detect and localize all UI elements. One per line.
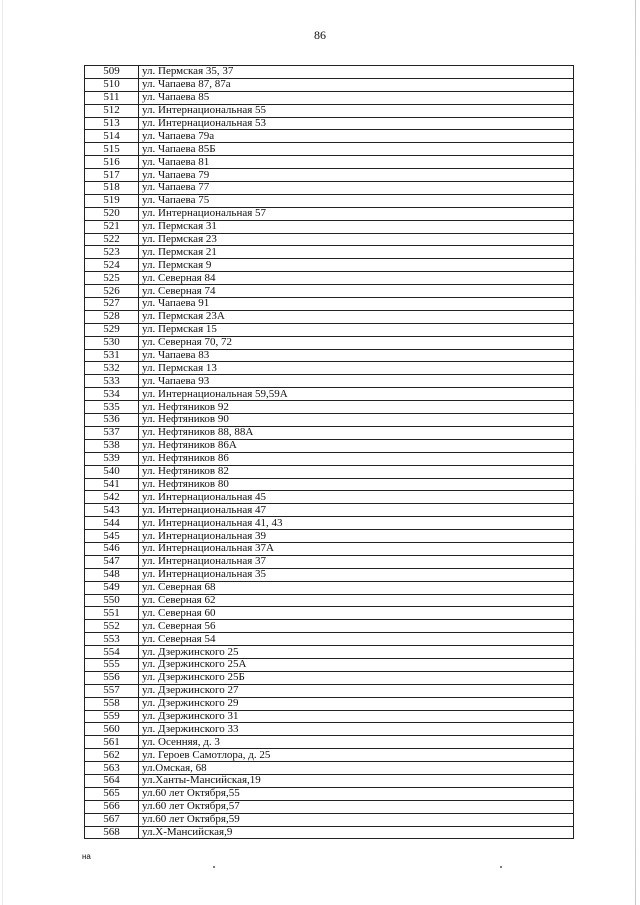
table-row: [85, 143, 574, 156]
row-number: 544: [85, 517, 139, 530]
row-number: 554: [85, 646, 139, 659]
row-address: ул. Северная 60: [139, 607, 574, 620]
table-row: [85, 66, 574, 79]
row-number: 539: [85, 452, 139, 465]
row-address: ул. Чапаева 93: [139, 375, 574, 388]
table-row: [85, 542, 574, 555]
row-address: ул. Чапаева 91: [139, 298, 574, 311]
address-table: [84, 65, 574, 839]
row-number: 561: [85, 736, 139, 749]
row-number: 548: [85, 568, 139, 581]
table-row: [85, 104, 574, 117]
row-number: 537: [85, 426, 139, 439]
table-row: [85, 568, 574, 581]
row-address: ул. Северная 54: [139, 633, 574, 646]
table-row: [85, 362, 574, 375]
row-address: ул. Интернациональная 57: [139, 207, 574, 220]
row-address: ул. Интернациональная 59,59А: [139, 388, 574, 401]
row-number: 568: [85, 826, 139, 839]
row-address: ул. Чапаева 87, 87а: [139, 78, 574, 91]
row-number: 553: [85, 633, 139, 646]
row-address: ул. Интернациональная 37А: [139, 542, 574, 555]
row-number: 560: [85, 723, 139, 736]
row-address: ул.Х-Мансийская,9: [139, 826, 574, 839]
row-number: 557: [85, 684, 139, 697]
address-table-body: [85, 66, 574, 839]
table-row: [85, 78, 574, 91]
row-number: 518: [85, 182, 139, 195]
row-address: ул. Пермская 35, 37: [139, 66, 574, 79]
table-row: [85, 671, 574, 684]
row-address: ул. Нефтяников 80: [139, 478, 574, 491]
row-number: 545: [85, 530, 139, 543]
row-address: ул. Пермская 15: [139, 323, 574, 336]
row-address: ул. Чапаева 79: [139, 169, 574, 182]
row-address: ул. Дзержинского 25А: [139, 658, 574, 671]
row-number: 564: [85, 774, 139, 787]
row-address: ул. Чапаева 75: [139, 194, 574, 207]
table-row: [85, 194, 574, 207]
row-address: ул. Чапаева 83: [139, 349, 574, 362]
row-number: 551: [85, 607, 139, 620]
row-number: 559: [85, 710, 139, 723]
row-address: ул. Интернациональная 37: [139, 555, 574, 568]
row-address: ул. Интернациональная 55: [139, 104, 574, 117]
row-number: 515: [85, 143, 139, 156]
row-number: 549: [85, 581, 139, 594]
row-number: 528: [85, 310, 139, 323]
row-address: ул. Интернациональная 41, 43: [139, 517, 574, 530]
row-address: ул. Нефтяников 92: [139, 401, 574, 414]
row-address: ул. Нефтяников 90: [139, 414, 574, 427]
row-number: 565: [85, 787, 139, 800]
row-address: ул. Пермская 23А: [139, 310, 574, 323]
table-row: [85, 620, 574, 633]
table-row: [85, 749, 574, 762]
table-row: [85, 504, 574, 517]
row-number: 509: [85, 66, 139, 79]
table-row: [85, 414, 574, 427]
row-address: ул. Нефтяников 88, 88А: [139, 426, 574, 439]
row-address: ул. Пермская 13: [139, 362, 574, 375]
table-row: [85, 697, 574, 710]
row-number: 541: [85, 478, 139, 491]
row-address: ул. Северная 56: [139, 620, 574, 633]
row-address: ул.Омская, 68: [139, 762, 574, 775]
row-address: ул. Пермская 23: [139, 233, 574, 246]
scan-speck: [500, 866, 502, 868]
table-row: [85, 259, 574, 272]
table-row: [85, 736, 574, 749]
row-address: ул. Дзержинского 31: [139, 710, 574, 723]
table-row: [85, 182, 574, 195]
row-number: 510: [85, 78, 139, 91]
row-number: 562: [85, 749, 139, 762]
row-number: 540: [85, 465, 139, 478]
table-row: [85, 220, 574, 233]
row-address: ул. Северная 70, 72: [139, 336, 574, 349]
table-row: [85, 491, 574, 504]
row-number: 534: [85, 388, 139, 401]
table-row: [85, 272, 574, 285]
row-address: ул. Чапаева 79а: [139, 130, 574, 143]
row-address: ул.60 лет Октября,57: [139, 800, 574, 813]
table-row: [85, 130, 574, 143]
table-row: [85, 607, 574, 620]
row-number: 523: [85, 246, 139, 259]
table-row: [85, 787, 574, 800]
table-row: [85, 762, 574, 775]
table-row: [85, 465, 574, 478]
row-address: ул. Дзержинского 33: [139, 723, 574, 736]
row-address: ул. Нефтяников 82: [139, 465, 574, 478]
scan-left-edge: [2, 0, 3, 905]
row-number: 556: [85, 671, 139, 684]
row-address: ул. Дзержинского 25Б: [139, 671, 574, 684]
table-row: [85, 388, 574, 401]
row-number: 517: [85, 169, 139, 182]
row-number: 529: [85, 323, 139, 336]
row-number: 558: [85, 697, 139, 710]
row-number: 546: [85, 542, 139, 555]
table-row: [85, 826, 574, 839]
table-row: [85, 723, 574, 736]
row-address: ул. Северная 68: [139, 581, 574, 594]
row-number: 521: [85, 220, 139, 233]
row-address: ул. Героев Самотлора, д. 25: [139, 749, 574, 762]
row-number: 543: [85, 504, 139, 517]
row-number: 519: [85, 194, 139, 207]
row-address: ул. Нефтяников 86А: [139, 439, 574, 452]
table-row: [85, 117, 574, 130]
row-address: ул. Северная 62: [139, 594, 574, 607]
row-address: ул. Чапаева 85Б: [139, 143, 574, 156]
row-number: 552: [85, 620, 139, 633]
row-number: 524: [85, 259, 139, 272]
row-address: ул. Дзержинского 25: [139, 646, 574, 659]
table-row: [85, 774, 574, 787]
table-row: [85, 426, 574, 439]
row-address: ул.60 лет Октября,59: [139, 813, 574, 826]
table-row: [85, 285, 574, 298]
row-address: ул. Дзержинского 27: [139, 684, 574, 697]
table-row: [85, 349, 574, 362]
table-row: [85, 646, 574, 659]
row-number: 547: [85, 555, 139, 568]
row-address: ул. Пермская 9: [139, 259, 574, 272]
row-address: ул. Пермская 21: [139, 246, 574, 259]
table-row: [85, 452, 574, 465]
row-number: 530: [85, 336, 139, 349]
table-row: [85, 555, 574, 568]
row-address: ул. Нефтяников 86: [139, 452, 574, 465]
scan-right-edge: [635, 0, 636, 905]
row-number: 520: [85, 207, 139, 220]
table-row: [85, 439, 574, 452]
row-number: 526: [85, 285, 139, 298]
row-number: 536: [85, 414, 139, 427]
table-row: [85, 800, 574, 813]
footer-mark: на: [82, 852, 91, 861]
row-number: 535: [85, 401, 139, 414]
table-row: [85, 658, 574, 671]
table-row: [85, 813, 574, 826]
row-address: ул. Дзержинского 29: [139, 697, 574, 710]
row-number: 555: [85, 658, 139, 671]
table-row: [85, 478, 574, 491]
row-number: 511: [85, 91, 139, 104]
table-row: [85, 684, 574, 697]
row-number: 531: [85, 349, 139, 362]
row-number: 542: [85, 491, 139, 504]
table-row: [85, 91, 574, 104]
table-row: [85, 594, 574, 607]
table-row: [85, 401, 574, 414]
table-row: [85, 633, 574, 646]
row-number: 566: [85, 800, 139, 813]
row-number: 513: [85, 117, 139, 130]
row-number: 532: [85, 362, 139, 375]
table-row: [85, 207, 574, 220]
row-number: 527: [85, 298, 139, 311]
row-address: ул.Ханты-Мансийская,19: [139, 774, 574, 787]
row-address: ул. Пермская 31: [139, 220, 574, 233]
row-number: 533: [85, 375, 139, 388]
table-row: [85, 710, 574, 723]
table-row: [85, 233, 574, 246]
table-row: [85, 517, 574, 530]
row-number: 512: [85, 104, 139, 117]
row-number: 550: [85, 594, 139, 607]
row-number: 522: [85, 233, 139, 246]
row-address: ул. Чапаева 85: [139, 91, 574, 104]
row-address: ул. Чапаева 81: [139, 156, 574, 169]
row-address: ул. Интернациональная 35: [139, 568, 574, 581]
row-address: ул. Интернациональная 39: [139, 530, 574, 543]
row-address: ул. Интернациональная 47: [139, 504, 574, 517]
row-number: 514: [85, 130, 139, 143]
table-row: [85, 323, 574, 336]
table-row: [85, 246, 574, 259]
row-address: ул. Чапаева 77: [139, 182, 574, 195]
table-row: [85, 530, 574, 543]
scan-speck: [213, 866, 215, 868]
row-number: 567: [85, 813, 139, 826]
row-number: 563: [85, 762, 139, 775]
row-address: ул.60 лет Октября,55: [139, 787, 574, 800]
table-row: [85, 375, 574, 388]
row-address: ул. Северная 74: [139, 285, 574, 298]
row-address: ул. Интернациональная 45: [139, 491, 574, 504]
row-number: 525: [85, 272, 139, 285]
row-address: ул. Интернациональная 53: [139, 117, 574, 130]
table-row: [85, 169, 574, 182]
table-row: [85, 581, 574, 594]
row-address: ул. Северная 84: [139, 272, 574, 285]
row-number: 538: [85, 439, 139, 452]
row-address: ул. Осенняя, д. 3: [139, 736, 574, 749]
table-row: [85, 336, 574, 349]
table-row: [85, 298, 574, 311]
table-row: [85, 310, 574, 323]
row-number: 516: [85, 156, 139, 169]
table-row: [85, 156, 574, 169]
page-number: 86: [314, 28, 326, 42]
